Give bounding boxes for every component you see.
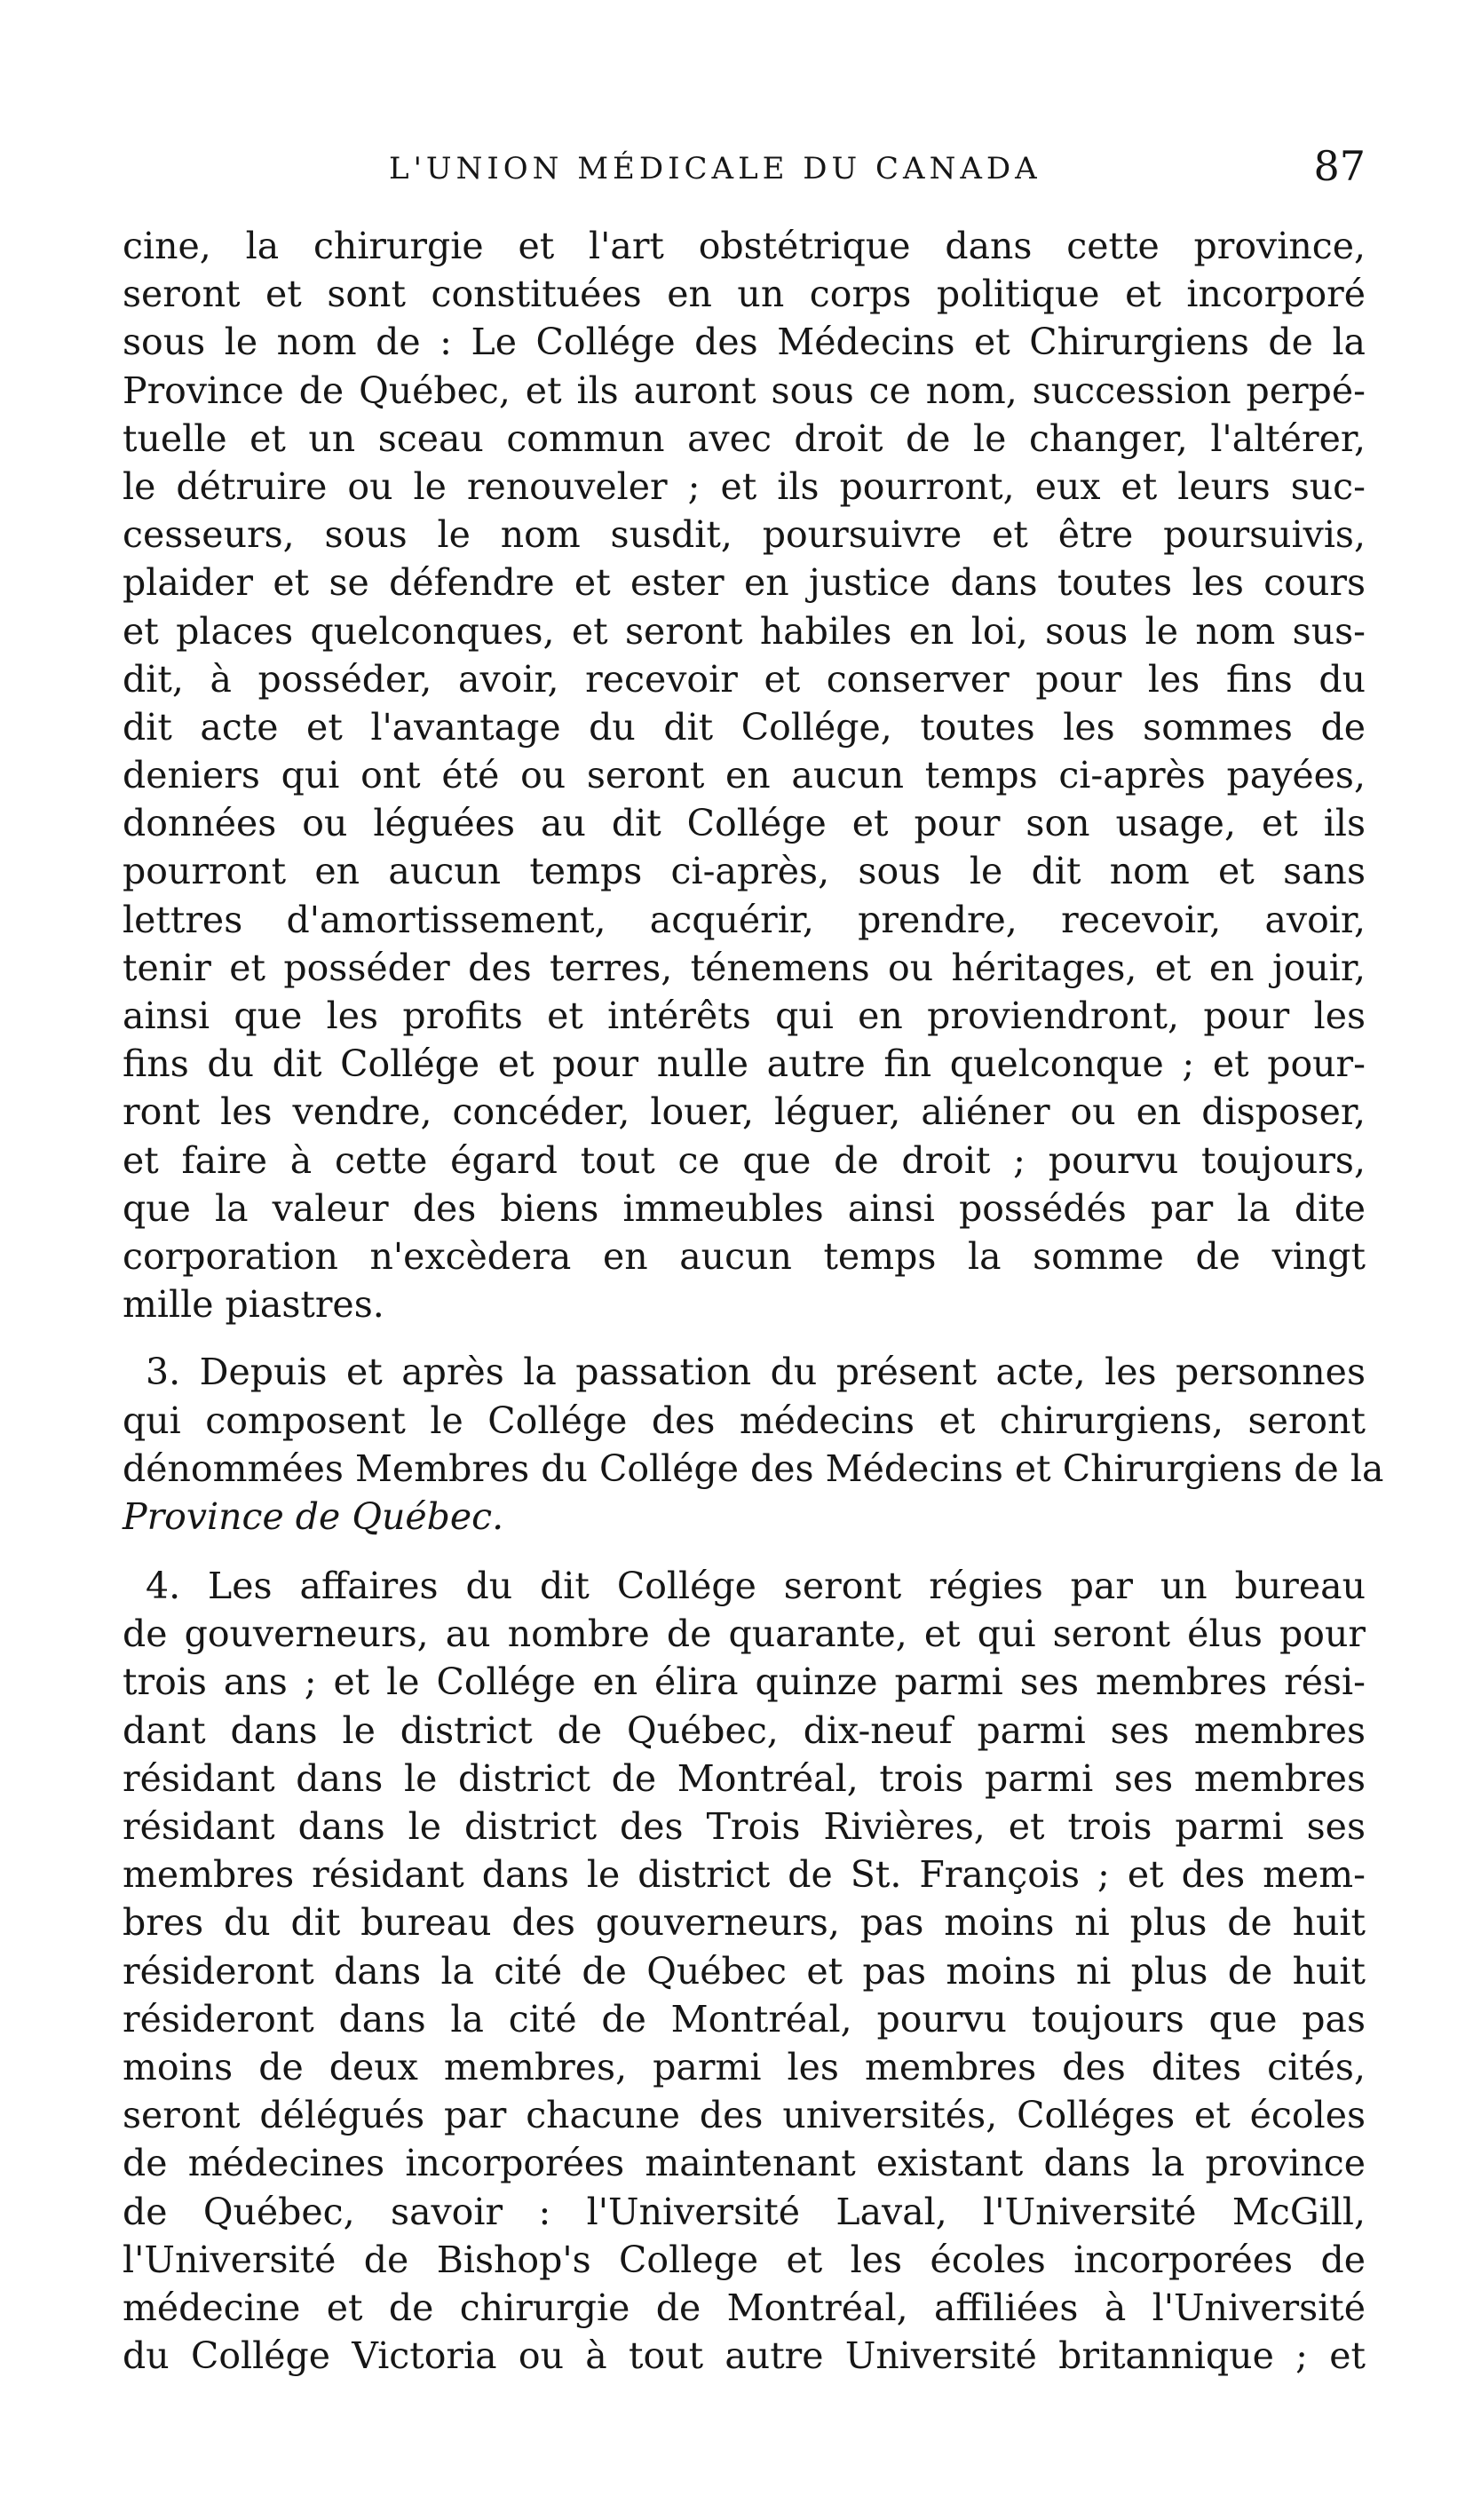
text-line: lettres d'amortissement, acquérir, prendre, recevoir, avoir, — [123, 898, 1366, 941]
text-line: moins de deux membres, parmi les membres des dites cités, — [123, 2045, 1366, 2088]
text-line: données ou léguées au dit Collége et pour son usage, et ils — [123, 802, 1366, 845]
text-line: du Collége Victoria ou à tout autre Université britannique ; et — [123, 2334, 1366, 2378]
text-line: corporation n'excèdera en aucun temps la somme de vingt — [123, 1234, 1366, 1278]
text-line: dit acte et l'avantage du dit Collége, toutes les sommes de — [123, 705, 1366, 749]
body-text — [123, 222, 1384, 2380]
text-line: de médecines incorporées maintenant existant dans la province — [123, 2142, 1366, 2185]
text-line: cesseurs, sous le nom susdit, poursuivre et être poursuivis, — [123, 513, 1366, 557]
text-line: résideront dans la cité de Montréal, pourvu toujours que pas — [123, 1997, 1366, 2041]
text-line: bres du dit bureau des gouverneurs, pas moins ni plus de huit — [123, 1901, 1366, 1945]
text-line: tenir et posséder des terres, ténemens ou héritages, et en jouir, — [123, 946, 1366, 989]
text-line: résidant dans le district de Montréal, trois parmi ses membres — [123, 1756, 1366, 1800]
text-line: et places quelconques, et seront habiles en loi, sous le nom sus- — [123, 609, 1366, 653]
text-line: résidant dans le district des Trois Rivières, et trois parmi ses — [123, 1805, 1366, 1848]
text-line: mille piastres. — [123, 1283, 384, 1327]
text-line: plaider et se défendre et ester en justice dans toutes les cours — [123, 561, 1366, 605]
text-line: cine, la chirurgie et l'art obstétrique dans cette province, — [123, 225, 1366, 267]
text-line: l'Université de Bishop's College et les écoles incorporées de — [123, 2238, 1366, 2281]
text-line: membres résidant dans le district de St. François ; et des mem- — [123, 1853, 1366, 1897]
paragraph-section-4 — [123, 1562, 1366, 2380]
text-line: dant dans le district de Québec, dix-neuf parmi ses membres — [123, 1708, 1366, 1752]
text-line: le détruire ou le renouveler ; et ils pourront, eux et leurs suc- — [123, 464, 1366, 508]
page-header — [123, 142, 1366, 195]
text-line: seront délégués par chacune des universités, Colléges et écoles — [123, 2094, 1366, 2137]
text-line: de gouverneurs, au nombre de quarante, et qui seront élus pour — [123, 1613, 1366, 1656]
text-line: de Québec, savoir : l'Université Laval, l'Université McGill, — [123, 2190, 1366, 2233]
text-line: trois ans ; et le Collége en élira quinze parmi ses membres rési- — [123, 1660, 1366, 1704]
text-line: qui composent le Collége des médecins et chirurgiens, seront — [123, 1399, 1366, 1442]
running-title: L'UNION MÉDICALE DU CANADA — [389, 151, 1041, 186]
text-line: ront les vendre, concéder, louer, léguer, aliéner ou en disposer, — [123, 1090, 1366, 1134]
text-line: résideront dans la cité de Québec et pas moins ni plus de huit — [123, 1949, 1366, 1993]
text-line: seront et sont constituées en un corps politique et incorporé — [123, 273, 1366, 316]
text-line: ainsi que les profits et intérêts qui en proviendront, pour les — [123, 995, 1366, 1037]
text-line: sous le nom de : Le Collége des Médecins et Chirurgiens de la — [123, 321, 1366, 364]
text-line: et faire à cette égard tout ce que de droit ; pourvu toujours, — [123, 1138, 1366, 1182]
paragraph-continuation — [123, 222, 1366, 1328]
text-line: 3. Depuis et après la passation du présent acte, les personnes — [146, 1351, 1366, 1394]
page-number: 87 — [1313, 142, 1366, 190]
text-line: dénommées Membres du Collége des Médecins et Chirurgiens de la — [123, 1446, 1384, 1490]
paragraph-section-3 — [123, 1348, 1384, 1541]
text-line: tuelle et un sceau commun avec droit de le changer, l'altérer, — [123, 416, 1366, 460]
text-line: médecine et de chirurgie de Montréal, affiliées à l'Université — [123, 2286, 1366, 2329]
text-line: que la valeur des biens immeubles ainsi possédés par la dite — [123, 1186, 1366, 1230]
text-line: Province de Québec. — [123, 1494, 504, 1538]
text-line: 4. Les affaires du dit Collége seront régies par un bureau — [146, 1565, 1366, 1608]
text-line: dit, à posséder, avoir, recevoir et conserver pour les fins du — [123, 657, 1366, 701]
text-line: Province de Québec, et ils auront sous ce nom, succession perpé- — [123, 368, 1366, 412]
text-line: fins du dit Collége et pour nulle autre fin quelconque ; et pour- — [123, 1042, 1366, 1086]
text-line: pourront en aucun temps ci-après, sous le dit nom et sans — [123, 850, 1366, 893]
text-line: deniers qui ont été ou seront en aucun temps ci-après payées, — [123, 754, 1366, 797]
